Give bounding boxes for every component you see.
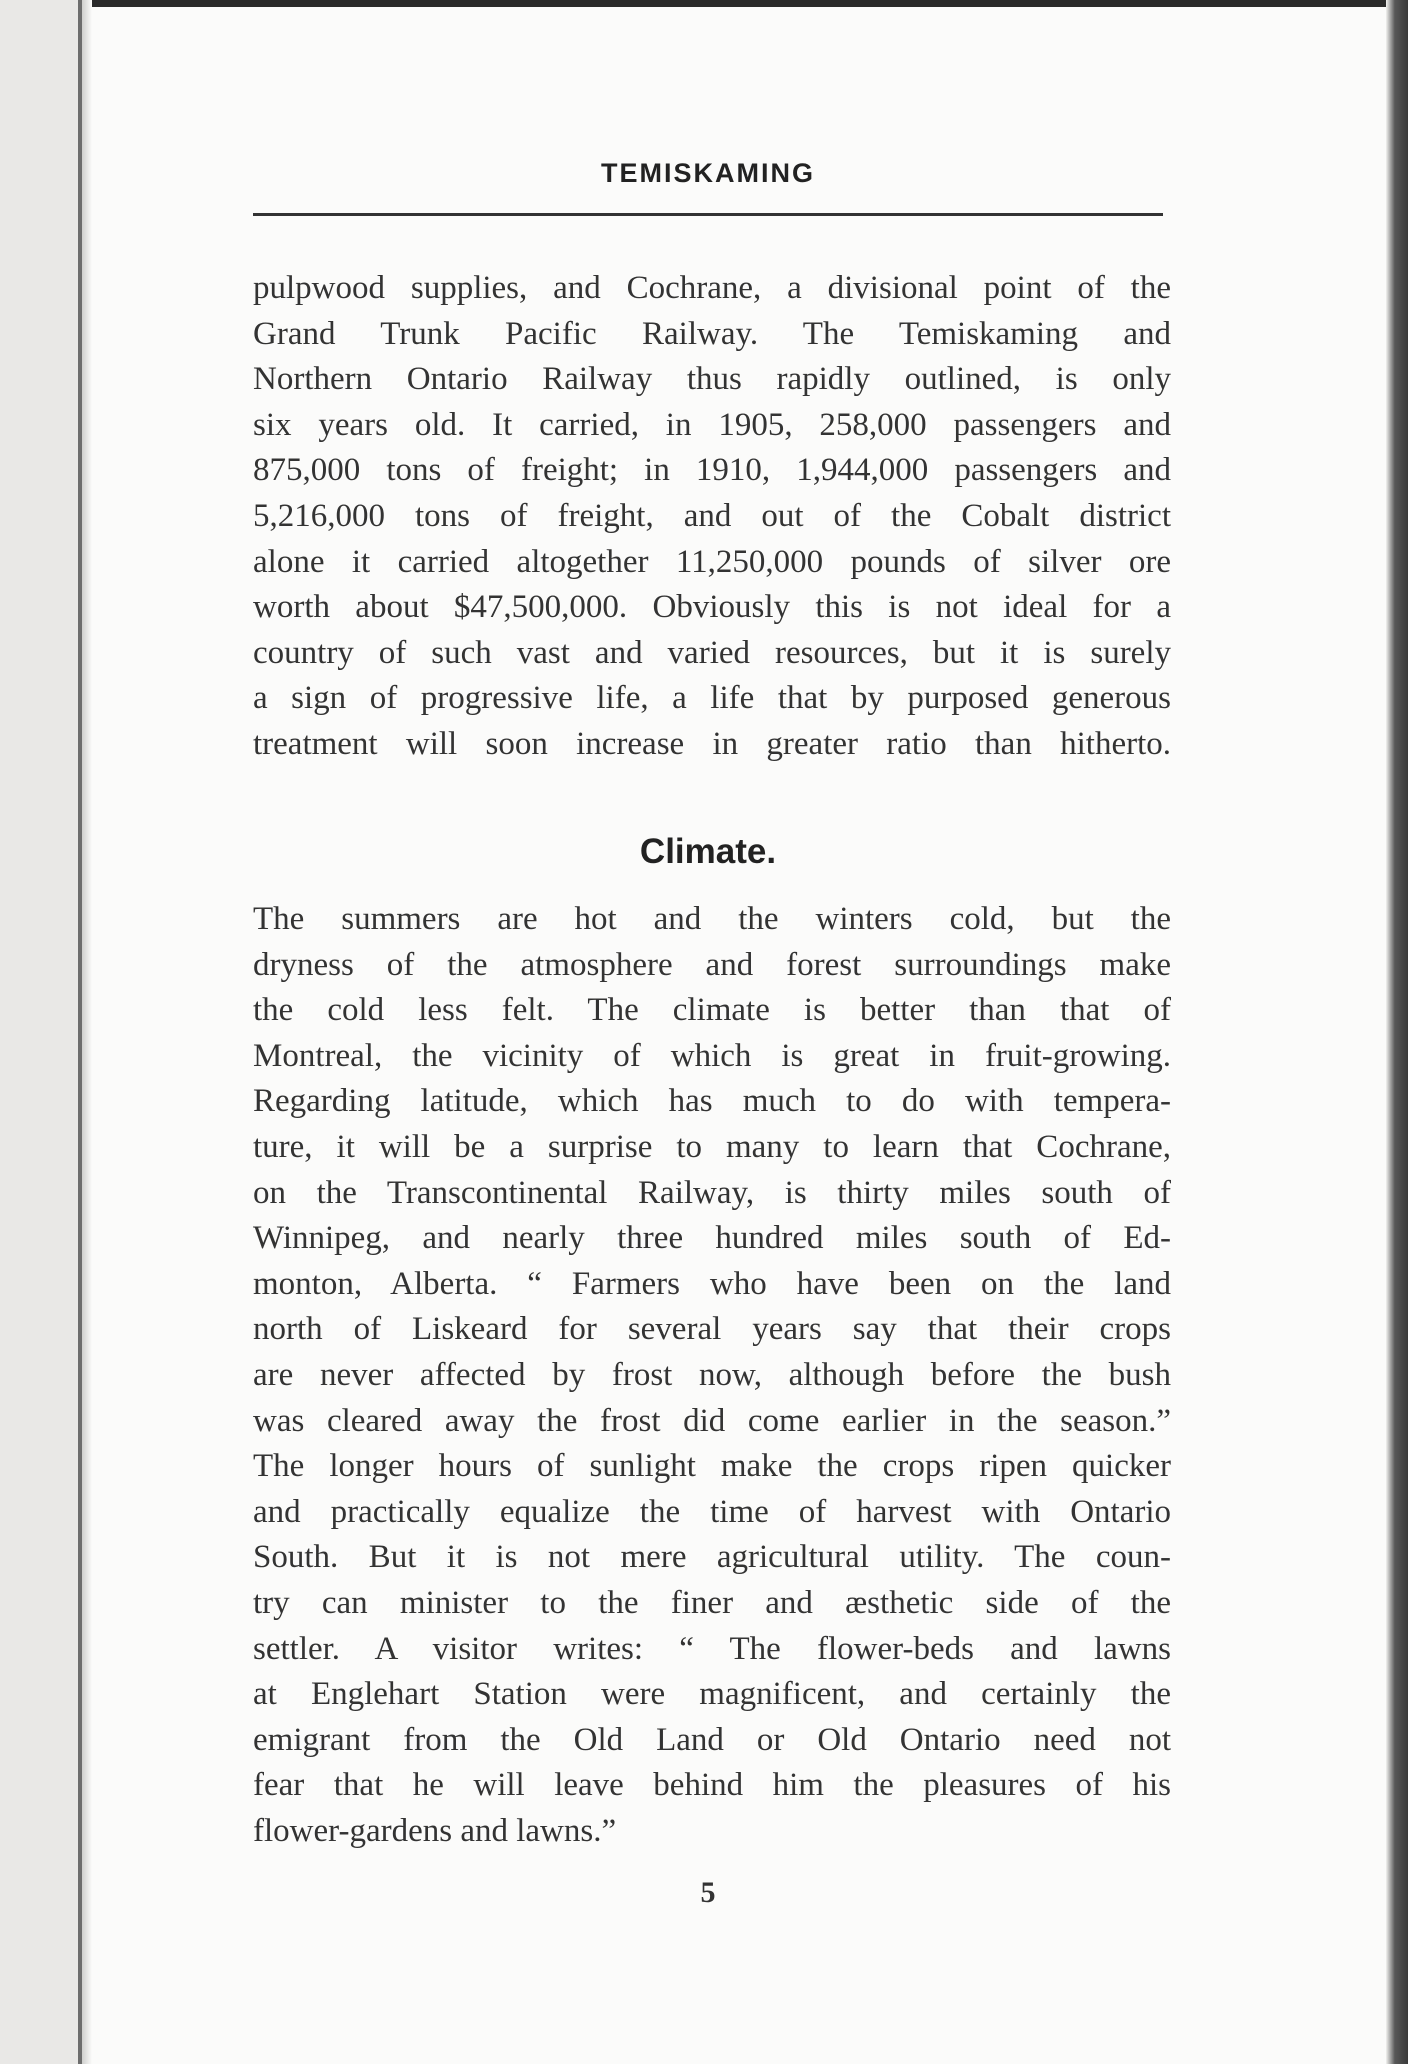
text-line: settler. A visitor writes: “ The flower-beds and lawns xyxy=(253,1630,1171,1667)
text-line: emigrant from the Old Land or Old Ontario need not xyxy=(253,1721,1171,1758)
text-line: treatment will soon increase in greater ratio than hitherto. xyxy=(253,725,1171,762)
text-line: 5,216,000 tons of freight, and out of the Cobalt district xyxy=(253,497,1171,534)
text-line: alone it carried altogether 11,250,000 pounds of silver ore xyxy=(253,543,1171,580)
text-line: the cold less felt. The climate is better than that of xyxy=(253,992,1171,1029)
text-line: country of such vast and varied resources, but it is surely xyxy=(253,634,1171,671)
text-line: Montreal, the vicinity of which is great in fruit-growing. xyxy=(253,1037,1171,1074)
text-line: north of Liskeard for several years say that their crops xyxy=(253,1311,1171,1348)
page-right-edge xyxy=(1386,0,1408,2064)
text-line: 875,000 tons of freight; in 1910, 1,944,000 passengers and xyxy=(253,452,1171,489)
text-line: try can minister to the finer and æsthetic side of the xyxy=(253,1584,1171,1621)
text-line: Regarding latitude, which has much to do with tempera- xyxy=(253,1083,1171,1120)
running-head: TEMISKAMING xyxy=(601,158,815,188)
text-line: are never affected by frost now, although before the bush xyxy=(253,1356,1171,1393)
text-line: South. But it is not mere agricultural utility. The coun- xyxy=(253,1539,1171,1576)
text-line: The summers are hot and the winters cold, but the xyxy=(253,901,1171,937)
scan-left-margin xyxy=(0,0,78,2064)
text-line: and practically equalize the time of harvest with Ontario xyxy=(253,1493,1171,1530)
text-line: dryness of the atmosphere and forest surroundings make xyxy=(253,946,1171,983)
text-line: ture, it will be a surprise to many to learn that Cochrane, xyxy=(253,1128,1171,1165)
section-heading: Climate. xyxy=(639,832,777,871)
header-rule xyxy=(253,213,1163,216)
text-line: was cleared away the frost did come earlier in the season.” xyxy=(253,1402,1171,1439)
text-line: Winnipeg, and nearly three hundred miles south of Ed- xyxy=(253,1220,1171,1257)
text-line: fear that he will leave behind him the pleasures of his xyxy=(253,1767,1171,1804)
page-gutter-shadow xyxy=(82,0,92,2064)
text-line: at Englehart Station were magnificent, and certainly the xyxy=(253,1676,1171,1713)
text-line: Northern Ontario Railway thus rapidly outlined, is only xyxy=(253,361,1171,398)
text-line: Grand Trunk Pacific Railway. The Temiskaming and xyxy=(253,315,1171,352)
text-line: a sign of progressive life, a life that by purposed generous xyxy=(253,680,1171,717)
paragraph-climate xyxy=(253,897,1171,1854)
text-line: on the Transcontinental Railway, is thirty miles south of xyxy=(253,1174,1171,1211)
text-line: pulpwood supplies, and Cochrane, a divisional point of the xyxy=(253,270,1171,306)
scan-top-edge xyxy=(0,0,1408,7)
text-line: The longer hours of sunlight make the crops ripen quicker xyxy=(253,1448,1171,1485)
text-line: monton, Alberta. “ Farmers who have been on the land xyxy=(253,1265,1171,1302)
text-line: six years old. It carried, in 1905, 258,000 passengers and xyxy=(253,406,1171,443)
page-number: 5 xyxy=(700,1876,716,1909)
text-line: flower-gardens and lawns.” xyxy=(253,1812,617,1849)
text-line: worth about $47,500,000. Obviously this is not ideal for a xyxy=(253,589,1171,626)
paragraph-railway xyxy=(253,266,1171,768)
